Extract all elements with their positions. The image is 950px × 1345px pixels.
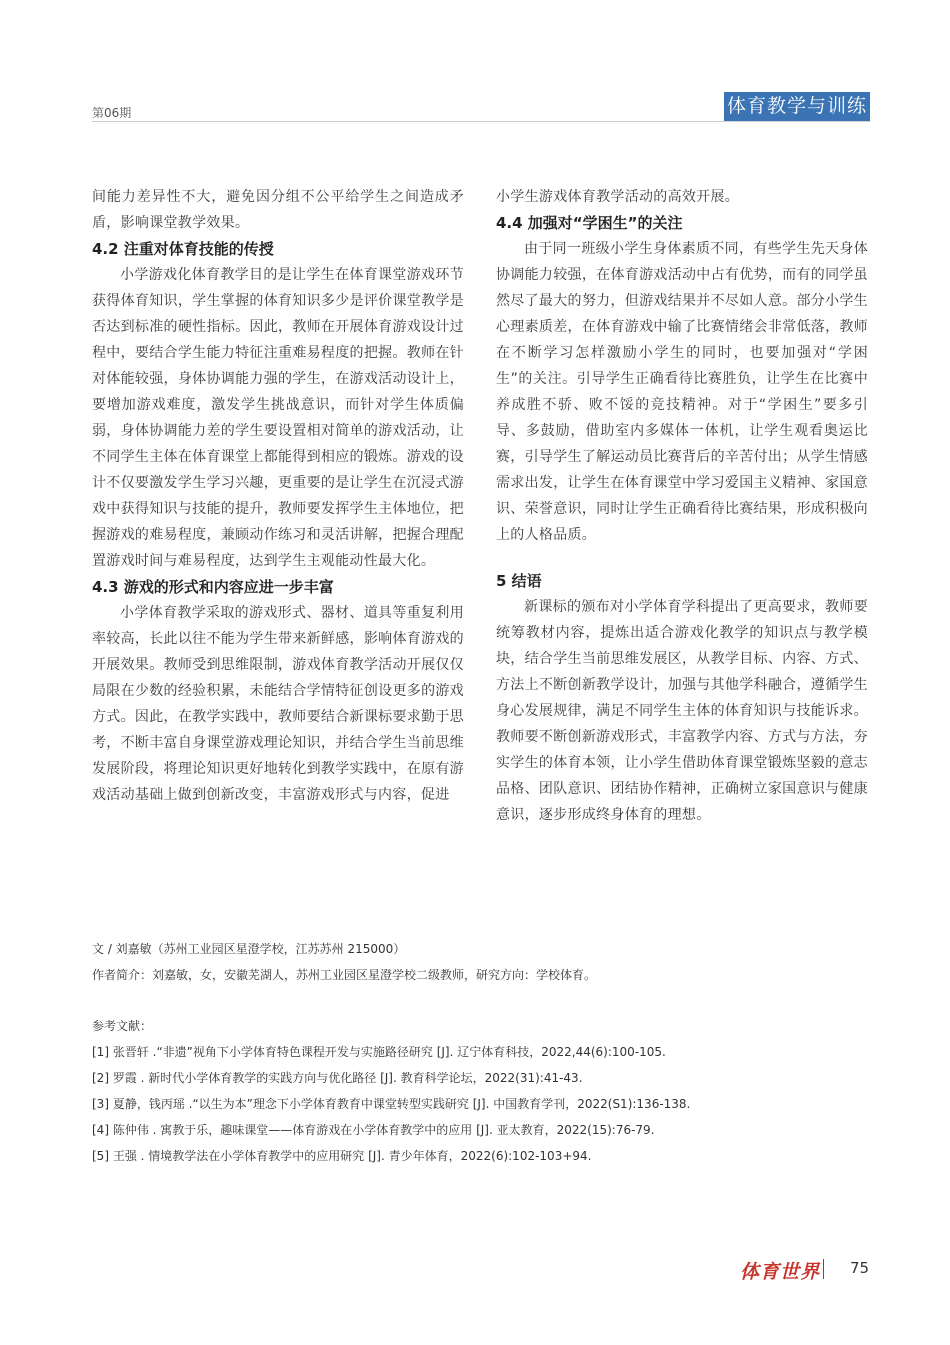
issue-label: 第06期	[92, 106, 132, 120]
author-info	[92, 936, 872, 988]
reference-item: [2] 罗霞 . 新时代小学体育教学的实践方向与优化路径 [J]. 教育科学论坛，2022(31):41-43.	[92, 1071, 583, 1085]
reference-item: [4] 陈仲伟 . 寓教于乐，趣味课堂——体育游戏在小学体育教学中的应用 [J]. 亚太教育，2022(15):76-79.	[92, 1123, 655, 1137]
reference-item: [1] 张晋轩 .“非遗”视角下小学体育特色课程开发与实施路径研究 [J]. 辽宁体育科技，2022,44(6):100-105.	[92, 1045, 666, 1059]
left-column	[92, 184, 464, 808]
journal-title: 体育教学与训练	[724, 92, 870, 121]
references-title: 参考文献：	[92, 1019, 153, 1033]
heading-4-4: 4.4 加强对“学困生”的关注	[496, 214, 683, 232]
paragraph-4-4: 由于同一班级小学生身体素质不同，有些学生先天身体协调能力较强，在体育游戏活动中占有优势，而有的同学虽然尽了最大的努力，但游戏结果并不尽如人意。部分小学生心理素质差，在体育游戏中输了比赛情绪会非常低落，教师在不断学习怎样激励小学生的同时，也要加强对“学困生”的关注。引导学生正确看待比赛胜负，让学生在比赛中养成胜不骄、败不馁的竞技精神。对于“学困生”要多引导、多鼓励，借助室内多媒体一体机，让学生观看奥运比赛，引导学生了解运动员比赛背后的辛苦付出；从学生情感需求出发，让学生在体育课堂中学习爱国主义精神、家国意识、荣誉意识，同时让学生正确看待比赛结果，形成积极向上的人格品质。	[496, 241, 868, 543]
section-gap	[496, 548, 868, 568]
heading-4-3: 4.3 游戏的形式和内容应进一步丰富	[92, 578, 334, 596]
page-number: 75	[850, 1259, 870, 1277]
reference-item: [5] 王强 . 情境教学法在小学体育教学中的应用研究 [J]. 青少年体育，2022(6):102-103+94.	[92, 1149, 592, 1163]
heading-4-2: 4.2 注重对体育技能的传授	[92, 240, 274, 258]
paragraph-continued-right: 小学生游戏体育教学活动的高效开展。	[496, 189, 740, 205]
author-bio: 作者简介：刘嘉敏，女，安徽芜湖人，苏州工业园区星澄学校二级教师，研究方向：学校体育。	[92, 968, 597, 982]
paragraph-4-3: 小学体育教学采取的游戏形式、器材、道具等重复利用率较高，长此以往不能为学生带来新鲜感，影响体育游戏的开展效果。教师受到思维限制，游戏体育教学活动开展仅仅局限在少数的经验积累，未能结合学情特征创设更多的游戏方式。因此，在教学实践中，教师要结合新课标要求勤于思考，不断丰富自身课堂游戏理论知识，并结合学生当前思维发展阶段，将理论知识更好地转化到教学实践中，在原有游戏活动基础上做到创新改变，丰富游戏形式与内容，促进	[92, 605, 464, 803]
right-column	[496, 184, 868, 828]
footer-divider	[823, 1259, 824, 1279]
header-rule	[92, 121, 870, 122]
heading-5: 5 结语	[496, 572, 542, 590]
references	[92, 1013, 872, 1169]
paragraph-4-2: 小学游戏化体育教学目的是让学生在体育课堂游戏环节获得体育知识，学生掌握的体育知识多少是评价课堂教学是否达到标准的硬性指标。因此，教师在开展体育游戏设计过程中，要结合学生能力特征注重难易程度的把握。教师在针对体能较强，身体协调能力强的学生，在游戏活动设计上，要增加游戏难度，激发学生挑战意识，而针对学生体质偏弱，身体协调能力差的学生要设置相对简单的游戏活动，让不同学生主体在体育课堂上都能得到相应的锻炼。游戏的设计不仅要激发学生学习兴趣，更重要的是让学生在沉浸式游戏中获得知识与技能的提升，教师要发挥学生主体地位，把握游戏的难易程度，兼顾动作练习和灵活讲解，把握合理配置游戏时间与难易程度，达到学生主观能动性最大化。	[92, 267, 464, 569]
author-line: 文 / 刘嘉敏（苏州工业园区星澄学校，江苏苏州 215000）	[92, 942, 406, 956]
paragraph-5: 新课标的颁布对小学体育学科提出了更高要求，教师要统筹教材内容，提炼出适合游戏化教学的知识点与教学模块，结合学生当前思维发展区，从教学目标、内容、方式、方法上不断创新教学设计，加强与其他学科融合，遵循学生身心发展规律，满足不同学生主体的体育知识与技能诉求。教师要不断创新游戏形式，丰富教学内容、方式与方法，夯实学生的体育本领，让小学生借助体育课堂锻炼坚毅的意志品格、团队意识、团结协作精神，正确树立家国意识与健康意识，逐步形成终身体育的理想。	[496, 599, 868, 823]
magazine-logo: 体育世界	[740, 1261, 821, 1283]
reference-item: [3] 夏静，钱丙瑶 .“以生为本”理念下小学体育教育中课堂转型实践研究 [J]. 中国教育学刊，2022(S1):136-138.	[92, 1097, 691, 1111]
paragraph-continued: 间能力差异性不大，避免因分组不公平给学生之间造成矛盾，影响课堂教学效果。	[92, 189, 464, 231]
